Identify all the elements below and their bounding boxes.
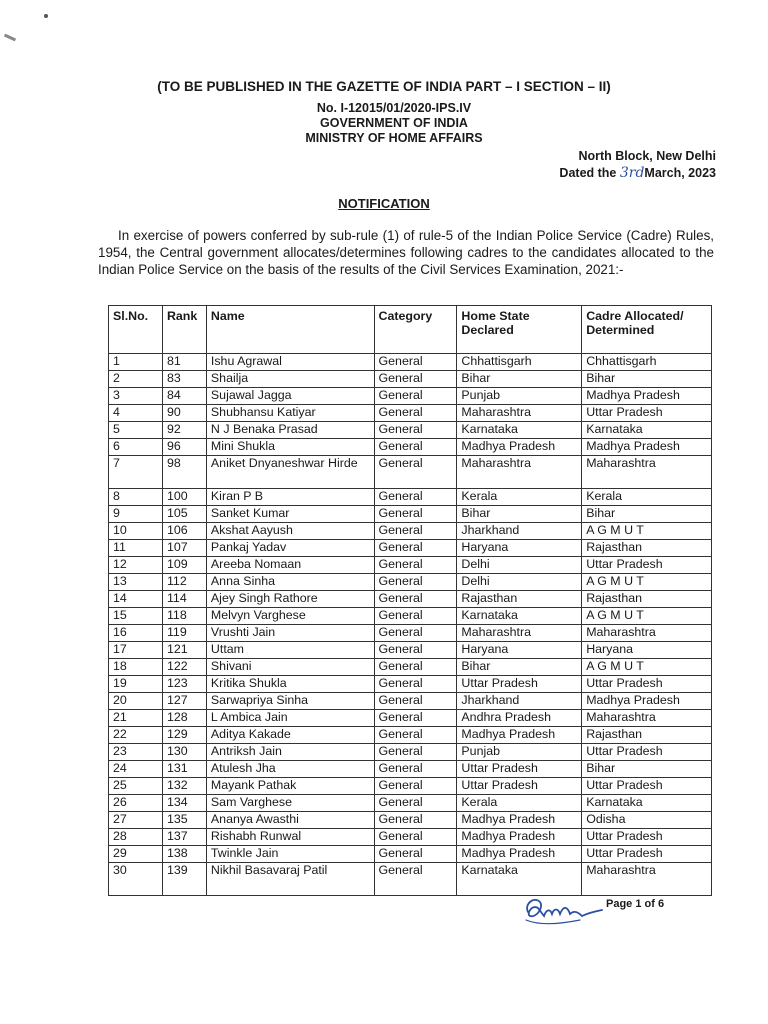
cell-rank: 123: [162, 676, 206, 693]
header-home-state: Home State Declared: [457, 306, 582, 354]
cell-category: General: [374, 659, 457, 676]
cell-name: Shailja: [206, 371, 374, 388]
cell-category: General: [374, 795, 457, 812]
page-footer: [520, 890, 720, 930]
cell-category: General: [374, 591, 457, 608]
cell-home-state: Madhya Pradesh: [457, 727, 582, 744]
cell-name: Sarwapriya Sinha: [206, 693, 374, 710]
cell-name: Shivani: [206, 659, 374, 676]
cell-cadre: Karnataka: [582, 422, 712, 439]
header-name: Name: [206, 306, 374, 354]
table-row: [109, 812, 712, 829]
cell-name: Shubhansu Katiyar: [206, 405, 374, 422]
cell-rank: 84: [162, 388, 206, 405]
cell-home-state: Maharashtra: [457, 405, 582, 422]
cell-rank: 119: [162, 625, 206, 642]
cell-category: General: [374, 405, 457, 422]
cell-category: General: [374, 523, 457, 540]
cell-name: Vrushti Jain: [206, 625, 374, 642]
cell-slno: 20: [109, 693, 163, 710]
cell-home-state: Punjab: [457, 388, 582, 405]
cell-slno: 9: [109, 506, 163, 523]
cell-slno: 4: [109, 405, 163, 422]
table-row: [109, 846, 712, 863]
cell-slno: 26: [109, 795, 163, 812]
gazette-heading: (TO BE PUBLISHED IN THE GAZETTE OF INDIA PART – I SECTION – II): [157, 79, 611, 94]
cell-name: Nikhil Basavaraj Patil: [206, 863, 374, 896]
cell-home-state: Uttar Pradesh: [457, 676, 582, 693]
cell-cadre: A G M U T: [582, 608, 712, 625]
cell-slno: 18: [109, 659, 163, 676]
cell-home-state: Bihar: [457, 371, 582, 388]
cell-home-state: Jharkhand: [457, 693, 582, 710]
cell-home-state: Jharkhand: [457, 523, 582, 540]
cell-name: Kritika Shukla: [206, 676, 374, 693]
cell-name: Uttam: [206, 642, 374, 659]
cell-name: Areeba Nomaan: [206, 557, 374, 574]
table-row: [109, 557, 712, 574]
cell-name: Mayank Pathak: [206, 778, 374, 795]
cell-rank: 138: [162, 846, 206, 863]
header-category: Category: [374, 306, 457, 354]
government-title: GOVERNMENT OF INDIA: [320, 116, 468, 130]
page-number: Page 1 of 6: [606, 898, 665, 910]
cell-home-state: Karnataka: [457, 422, 582, 439]
cell-category: General: [374, 642, 457, 659]
cell-rank: 105: [162, 506, 206, 523]
cell-slno: 3: [109, 388, 163, 405]
cell-slno: 25: [109, 778, 163, 795]
cell-rank: 129: [162, 727, 206, 744]
header-cadre: Cadre Allocated/ Determined: [582, 306, 712, 354]
cell-cadre: A G M U T: [582, 574, 712, 591]
table-row: [109, 625, 712, 642]
cell-rank: 112: [162, 574, 206, 591]
cell-rank: 127: [162, 693, 206, 710]
cell-name: Akshat Aayush: [206, 523, 374, 540]
cell-category: General: [374, 422, 457, 439]
cell-slno: 13: [109, 574, 163, 591]
cell-name: Ajey Singh Rathore: [206, 591, 374, 608]
cell-name: Sanket Kumar: [206, 506, 374, 523]
notification-paragraph: In exercise of powers conferred by sub-rule (1) of rule-5 of the Indian Police Service (Cadre) Rules, 1954, the Central government allocates/determines following cadres to the candidates allocated to the Indian Police Service on the basis of the results of the Civil Services Examination, 2021:-: [98, 228, 714, 277]
cell-name: Ishu Agrawal: [206, 354, 374, 371]
cell-cadre: Bihar: [582, 761, 712, 778]
cell-rank: 107: [162, 540, 206, 557]
cell-rank: 98: [162, 456, 206, 489]
cell-name: Ananya Awasthi: [206, 812, 374, 829]
cell-category: General: [374, 778, 457, 795]
cell-cadre: Maharashtra: [582, 456, 712, 489]
cell-slno: 29: [109, 846, 163, 863]
cell-home-state: Bihar: [457, 506, 582, 523]
cell-cadre: Madhya Pradesh: [582, 693, 712, 710]
cell-cadre: Maharashtra: [582, 863, 712, 896]
cell-name: Aniket Dnyaneshwar Hirde: [206, 456, 374, 489]
cell-cadre: A G M U T: [582, 659, 712, 676]
cell-category: General: [374, 388, 457, 405]
cell-rank: 132: [162, 778, 206, 795]
cell-category: General: [374, 540, 457, 557]
cell-cadre: Madhya Pradesh: [582, 388, 712, 405]
cell-slno: 10: [109, 523, 163, 540]
header-slno: Sl.No.: [109, 306, 163, 354]
cell-rank: 128: [162, 710, 206, 727]
ministry-title: MINISTRY OF HOME AFFAIRS: [305, 131, 483, 145]
table-row: [109, 778, 712, 795]
cell-home-state: Madhya Pradesh: [457, 812, 582, 829]
cell-cadre: Bihar: [582, 506, 712, 523]
cell-home-state: Karnataka: [457, 608, 582, 625]
cell-slno: 17: [109, 642, 163, 659]
cell-rank: 135: [162, 812, 206, 829]
cell-rank: 121: [162, 642, 206, 659]
cell-cadre: Haryana: [582, 642, 712, 659]
table-header-row: [109, 306, 712, 354]
table-row: [109, 659, 712, 676]
cell-slno: 12: [109, 557, 163, 574]
cell-cadre: Uttar Pradesh: [582, 829, 712, 846]
cell-cadre: Uttar Pradesh: [582, 557, 712, 574]
cell-category: General: [374, 829, 457, 846]
cell-home-state: Uttar Pradesh: [457, 761, 582, 778]
cell-category: General: [374, 371, 457, 388]
cell-slno: 1: [109, 354, 163, 371]
table-row: [109, 591, 712, 608]
cell-slno: 23: [109, 744, 163, 761]
cell-slno: 19: [109, 676, 163, 693]
cell-slno: 6: [109, 439, 163, 456]
cell-rank: 130: [162, 744, 206, 761]
table-row: [109, 506, 712, 523]
cell-category: General: [374, 557, 457, 574]
cell-name: Mini Shukla: [206, 439, 374, 456]
cell-slno: 27: [109, 812, 163, 829]
cell-rank: 92: [162, 422, 206, 439]
cell-category: General: [374, 693, 457, 710]
cell-home-state: Andhra Pradesh: [457, 710, 582, 727]
table-row: [109, 693, 712, 710]
table-row: [109, 540, 712, 557]
cell-slno: 28: [109, 829, 163, 846]
cell-rank: 96: [162, 439, 206, 456]
cell-category: General: [374, 710, 457, 727]
cell-category: General: [374, 489, 457, 506]
cell-name: Sam Varghese: [206, 795, 374, 812]
cell-home-state: Punjab: [457, 744, 582, 761]
cell-cadre: Chhattisgarh: [582, 354, 712, 371]
table-body: [109, 354, 712, 896]
table-row: [109, 727, 712, 744]
cell-rank: 100: [162, 489, 206, 506]
cell-rank: 137: [162, 829, 206, 846]
cell-name: L Ambica Jain: [206, 710, 374, 727]
table-row: [109, 744, 712, 761]
cell-slno: 14: [109, 591, 163, 608]
cell-name: Aditya Kakade: [206, 727, 374, 744]
table-row: [109, 829, 712, 846]
cell-cadre: Maharashtra: [582, 710, 712, 727]
cell-slno: 16: [109, 625, 163, 642]
scan-speck: [44, 14, 48, 18]
cell-category: General: [374, 761, 457, 778]
table-row: [109, 710, 712, 727]
cell-name: Twinkle Jain: [206, 846, 374, 863]
signature-scribble: [520, 890, 604, 930]
file-number: No. I-12015/01/2020-IPS.IV: [316, 101, 472, 115]
date-line: [559, 165, 716, 181]
cell-slno: 7: [109, 456, 163, 489]
cell-home-state: Uttar Pradesh: [457, 778, 582, 795]
cell-home-state: Kerala: [457, 795, 582, 812]
date-prefix: Dated the: [559, 166, 617, 180]
cell-rank: 83: [162, 371, 206, 388]
cell-home-state: Haryana: [457, 642, 582, 659]
cell-home-state: Karnataka: [457, 863, 582, 896]
cell-slno: 22: [109, 727, 163, 744]
cell-cadre: Uttar Pradesh: [582, 846, 712, 863]
header-rank: Rank: [162, 306, 206, 354]
cell-cadre: Madhya Pradesh: [582, 439, 712, 456]
table-row: [109, 676, 712, 693]
cell-home-state: Madhya Pradesh: [457, 829, 582, 846]
cell-category: General: [374, 439, 457, 456]
cell-home-state: Haryana: [457, 540, 582, 557]
cell-slno: 8: [109, 489, 163, 506]
cell-category: General: [374, 456, 457, 489]
table-row: [109, 795, 712, 812]
cell-cadre: Karnataka: [582, 795, 712, 812]
cell-cadre: Maharashtra: [582, 625, 712, 642]
date-suffix: March, 2023: [644, 166, 716, 180]
table-row: [109, 354, 712, 371]
cell-rank: 90: [162, 405, 206, 422]
cell-name: Rishabh Runwal: [206, 829, 374, 846]
cell-home-state: Madhya Pradesh: [457, 846, 582, 863]
cell-slno: 21: [109, 710, 163, 727]
table-row: [109, 439, 712, 456]
cell-name: Atulesh Jha: [206, 761, 374, 778]
cell-rank: 131: [162, 761, 206, 778]
cell-name: Pankaj Yadav: [206, 540, 374, 557]
cell-cadre: Uttar Pradesh: [582, 405, 712, 422]
cell-rank: 114: [162, 591, 206, 608]
cell-slno: 5: [109, 422, 163, 439]
cell-name: N J Benaka Prasad: [206, 422, 374, 439]
cell-cadre: Rajasthan: [582, 727, 712, 744]
table-row: [109, 761, 712, 778]
cell-slno: 2: [109, 371, 163, 388]
cell-rank: 134: [162, 795, 206, 812]
cadre-allocation-table: [108, 305, 712, 896]
cell-category: General: [374, 506, 457, 523]
table-row: [109, 523, 712, 540]
cell-slno: 15: [109, 608, 163, 625]
cell-name: Melvyn Varghese: [206, 608, 374, 625]
cell-rank: 109: [162, 557, 206, 574]
cell-cadre: Odisha: [582, 812, 712, 829]
cell-category: General: [374, 354, 457, 371]
cell-cadre: Uttar Pradesh: [582, 744, 712, 761]
cell-category: General: [374, 744, 457, 761]
cell-cadre: Uttar Pradesh: [582, 778, 712, 795]
table-row: [109, 574, 712, 591]
cell-category: General: [374, 863, 457, 896]
cell-cadre: A G M U T: [582, 523, 712, 540]
cell-cadre: Kerala: [582, 489, 712, 506]
cell-rank: 118: [162, 608, 206, 625]
place-line: North Block, New Delhi: [578, 149, 716, 163]
cell-home-state: Delhi: [457, 557, 582, 574]
cell-home-state: Maharashtra: [457, 625, 582, 642]
table-row: [109, 456, 712, 489]
cell-category: General: [374, 676, 457, 693]
cell-category: General: [374, 608, 457, 625]
cell-category: General: [374, 574, 457, 591]
cell-rank: 122: [162, 659, 206, 676]
cell-rank: 106: [162, 523, 206, 540]
table-row: [109, 608, 712, 625]
cell-home-state: Rajasthan: [457, 591, 582, 608]
cell-name: Sujawal Jagga: [206, 388, 374, 405]
notification-title: NOTIFICATION: [338, 196, 430, 211]
cell-slno: 24: [109, 761, 163, 778]
table-row: [109, 642, 712, 659]
cell-slno: 30: [109, 863, 163, 896]
cell-category: General: [374, 625, 457, 642]
cell-cadre: Uttar Pradesh: [582, 676, 712, 693]
cell-home-state: Maharashtra: [457, 456, 582, 489]
cell-category: General: [374, 727, 457, 744]
table-row: [109, 371, 712, 388]
table-row: [109, 388, 712, 405]
cell-home-state: Madhya Pradesh: [457, 439, 582, 456]
cell-home-state: Delhi: [457, 574, 582, 591]
cell-category: General: [374, 846, 457, 863]
cell-name: Anna Sinha: [206, 574, 374, 591]
scan-mark: [4, 34, 16, 42]
date-day-handwritten: 3rd: [619, 165, 645, 181]
cell-category: General: [374, 812, 457, 829]
cell-name: Antriksh Jain: [206, 744, 374, 761]
cell-home-state: Kerala: [457, 489, 582, 506]
cell-home-state: Bihar: [457, 659, 582, 676]
table-row: [109, 422, 712, 439]
cell-name: Kiran P B: [206, 489, 374, 506]
table-row: [109, 405, 712, 422]
cell-cadre: Rajasthan: [582, 591, 712, 608]
cell-home-state: Chhattisgarh: [457, 354, 582, 371]
table-row: [109, 489, 712, 506]
cell-rank: 81: [162, 354, 206, 371]
cell-rank: 139: [162, 863, 206, 896]
cell-cadre: Rajasthan: [582, 540, 712, 557]
cell-cadre: Bihar: [582, 371, 712, 388]
cell-slno: 11: [109, 540, 163, 557]
